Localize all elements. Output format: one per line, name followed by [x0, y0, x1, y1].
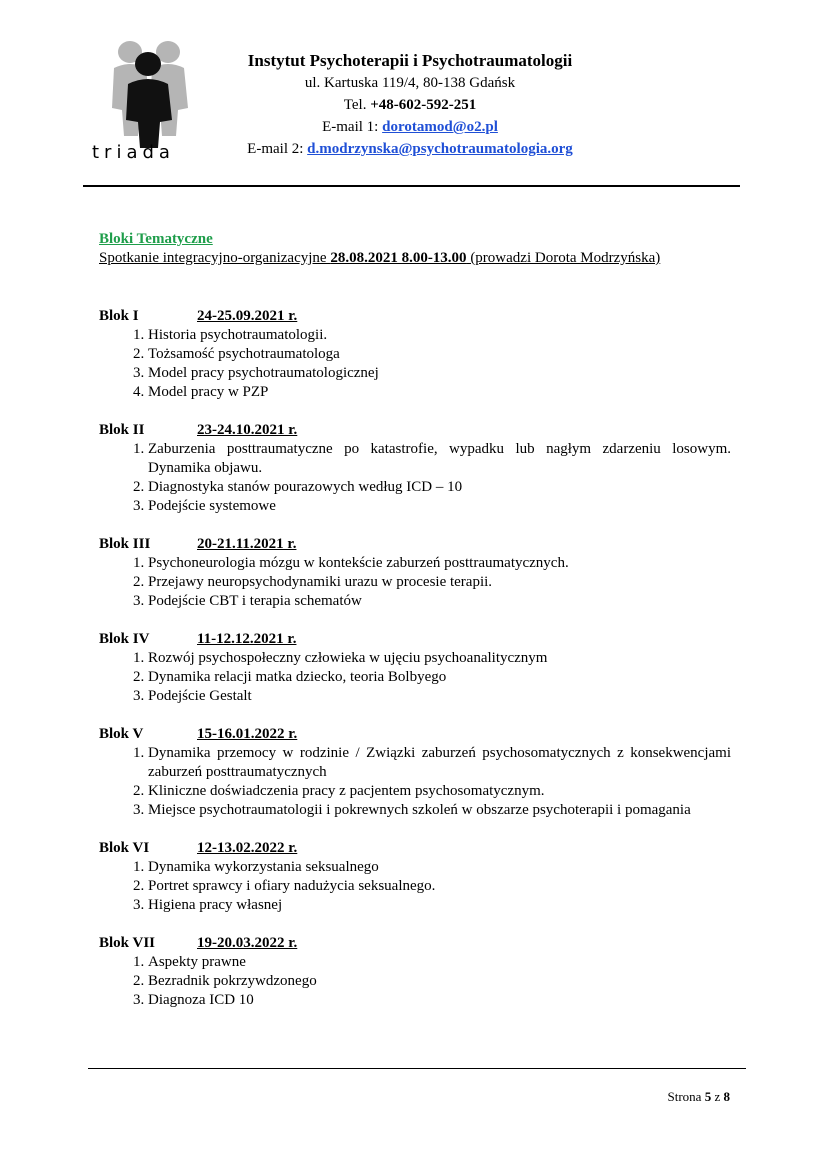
footer-total: 8 — [723, 1089, 730, 1104]
block — [99, 307, 731, 402]
block — [99, 839, 731, 915]
topic-item: 1. Historia psychotraumatologii. — [148, 326, 731, 345]
letterhead — [200, 50, 620, 160]
email1-label: E-mail 1: — [322, 119, 383, 135]
topic-item: 1. Rozwój psychospołeczny człowieka w ujęciu psychoanalitycznym — [148, 649, 731, 668]
phone-line — [200, 94, 620, 116]
block — [99, 421, 731, 516]
section-title: Bloki Tematyczne — [99, 231, 213, 247]
topic-item: 1. Psychoneurologia mózgu w kontekście zaburzeń posttraumatycznych. — [148, 554, 731, 573]
email2-link[interactable]: d.modrzynska@psychotraumatologia.org — [307, 141, 573, 157]
document-body — [99, 230, 731, 1010]
email2-label: E-mail 2: — [247, 141, 308, 157]
block-date: 12-13.02.2022 r. — [197, 840, 298, 856]
topic-item: 2. Przejawy neuropsychodynamiki urazu w procesie terapii. — [148, 573, 731, 592]
page-footer — [640, 1089, 730, 1105]
footer-sep: z — [711, 1089, 724, 1104]
block — [99, 725, 731, 820]
block-heading — [99, 630, 731, 649]
footer-divider — [88, 1068, 746, 1069]
block-date: 19-20.03.2022 r. — [197, 935, 298, 951]
topic-item: 1. Dynamika wykorzystania seksualnego — [148, 858, 731, 877]
address-line: ul. Kartuska 119/4, 80-138 Gdańsk — [304, 75, 516, 91]
topic-item: 1. Dynamika przemocy w rodzinie / Związki zaburzeń psychosomatycznych z konsekwencjami zaburzeń posttraumatycznych — [148, 744, 731, 782]
block-name: Blok VII — [99, 935, 156, 951]
block — [99, 535, 731, 611]
topic-item: 2. Kliniczne doświadczenia pracy z pacjentem psychosomatycznym. — [148, 782, 731, 801]
topic-item: 1. Zaburzenia posttraumatyczne po katastrofie, wypadku lub nagłym zdarzeniu losowym. Dynamika objawu. — [148, 440, 731, 478]
block-name: Blok I — [99, 308, 139, 324]
block-date: 15-16.01.2022 r. — [197, 726, 298, 742]
block-topics — [99, 326, 731, 402]
footer-page: 5 — [704, 1089, 712, 1104]
topic-item: 1. Aspekty prawne — [148, 953, 731, 972]
block-heading — [99, 535, 731, 554]
topic-item: 3. Higiena pracy własnej — [148, 896, 731, 915]
topic-item: 4. Model pracy w PZP — [148, 383, 731, 402]
phone-label: Tel. — [343, 97, 371, 113]
institute-title: Instytut Psychoterapii i Psychotraumatologii — [247, 51, 573, 70]
topic-item: 3. Podejście CBT i terapia schematów — [148, 592, 731, 611]
intro-suffix: (prowadzi Dorota Modrzyńska) — [466, 250, 661, 266]
block-date: 11-12.12.2021 r. — [197, 631, 297, 647]
topic-item: 2. Diagnostyka stanów pourazowych według ICD – 10 — [148, 478, 731, 497]
block-heading — [99, 307, 731, 326]
email1-line — [200, 116, 620, 138]
phone-number: +48-602-592-251 — [370, 97, 477, 113]
blocks-list — [99, 307, 731, 1010]
block-name: Blok V — [99, 726, 144, 742]
block — [99, 630, 731, 706]
block-heading — [99, 725, 731, 744]
block-heading — [99, 839, 731, 858]
block-topics — [99, 744, 731, 820]
email1-link[interactable]: dorotamod@o2.pl — [382, 119, 498, 135]
topic-item: 2. Dynamika relacji matka dziecko, teoria Bolbyego — [148, 668, 731, 687]
intro-line — [99, 249, 731, 268]
block-name: Blok III — [99, 536, 151, 552]
topic-item: 3. Podejście systemowe — [148, 497, 731, 516]
footer-prefix: Strona — [667, 1089, 705, 1104]
block-topics — [99, 649, 731, 706]
block-date: 24-25.09.2021 r. — [197, 308, 298, 324]
topic-item: 2. Portret sprawcy i ofiary nadużycia seksualnego. — [148, 877, 731, 896]
email2-line — [200, 138, 620, 160]
logo-wordmark: triada — [92, 142, 175, 163]
topic-item: 2. Tożsamość psychotraumatologa — [148, 345, 731, 364]
topic-item: 3. Model pracy psychotraumatologicznej — [148, 364, 731, 383]
intro-prefix: Spotkanie integracyjno-organizacyjne — [99, 250, 331, 266]
block-topics — [99, 953, 731, 1010]
block-date: 23-24.10.2021 r. — [197, 422, 298, 438]
topic-item: 3. Miejsce psychotraumatologii i pokrewnych szkoleń w obszarze psychoterapii i pomagania — [148, 801, 731, 820]
block — [99, 934, 731, 1010]
topic-item: 2. Bezradnik pokrzywdzonego — [148, 972, 731, 991]
block-topics — [99, 858, 731, 915]
block-heading — [99, 421, 731, 440]
block-topics — [99, 440, 731, 516]
intro-date: 28.08.2021 8.00-13.00 — [330, 250, 467, 266]
block-heading — [99, 934, 731, 953]
header-divider — [83, 185, 740, 187]
topic-item: 3. Podejście Gestalt — [148, 687, 731, 706]
block-name: Blok VI — [99, 840, 150, 856]
block-topics — [99, 554, 731, 611]
topic-item: 3. Diagnoza ICD 10 — [148, 991, 731, 1010]
block-name: Blok IV — [99, 631, 150, 647]
block-name: Blok II — [99, 422, 145, 438]
block-date: 20-21.11.2021 r. — [197, 536, 297, 552]
